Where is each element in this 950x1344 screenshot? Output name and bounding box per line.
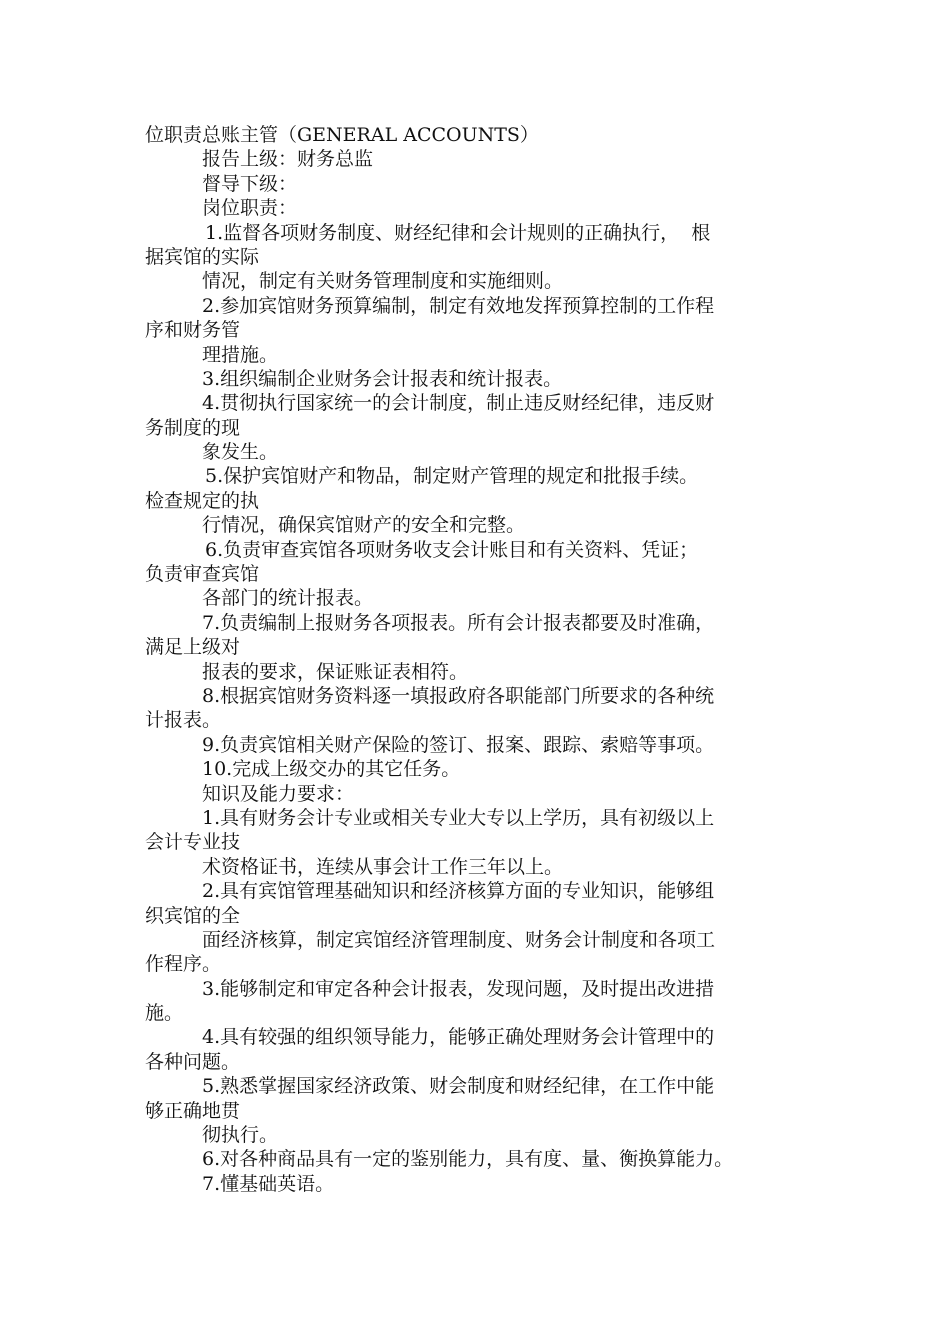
text-line: 1.监督各项财务制度、财经纪律和会计规则的正确执行， 根 [205,221,711,244]
text-line: 据宾馆的实际 [145,245,260,268]
text-line: 6.负责审查宾馆各项财务收支会计账目和有关资料、凭证； [205,538,699,561]
text-line: 各部门的统计报表。 [202,587,374,610]
text-line: 满足上级对 [145,636,241,659]
document-title: 位职责总账主管（GENERAL ACCOUNTS） [145,124,539,146]
text-line: 7.负责编制上报财务各项报表。所有会计报表都要及时准确， [202,611,715,634]
text-line: 负责审查宾馆 [145,563,260,586]
text-line: 检查规定的执 [145,489,260,512]
text-line: 6.对各种商品具有一定的鉴别能力，具有度、量、衡换算能力。 [202,1148,734,1171]
text-line: 理措施。 [202,343,279,366]
text-line: 2.参加宾馆财务预算编制，制定有效地发挥预算控制的工作程 [202,294,715,317]
text-line: 知识及能力要求： [202,782,355,805]
text-line: 情况，制定有关财务管理制度和实施细则。 [202,270,564,293]
text-line: 3.组织编制企业财务会计报表和统计报表。 [202,367,563,390]
text-line: 计报表。 [145,709,222,732]
text-line: 务制度的现 [145,416,241,439]
text-line: 术资格证书，连续从事会计工作三年以上。 [202,855,564,878]
text-line: 5.保护宾馆财产和物品，制定财产管理的规定和批报手续。 [205,465,699,488]
text-line: 2.具有宾馆管理基础知识和经济核算方面的专业知识，能够组 [202,880,715,903]
text-line: 象发生。 [202,441,279,464]
text-line: 彻执行。 [202,1124,279,1147]
text-line: 报表的要求，保证账证表相符。 [202,660,469,683]
text-line: 够正确地贯 [145,1099,241,1122]
text-line: 各种问题。 [145,1050,241,1073]
text-line: 报告上级：财务总监 [202,148,374,171]
text-line: 4.贯彻执行国家统一的会计制度，制止违反财经纪律，违反财 [202,392,715,415]
text-line: 行情况，确保宾馆财产的安全和完整。 [202,514,526,537]
text-line: 10.完成上级交办的其它任务。 [202,758,461,781]
text-line: 序和财务管 [145,319,241,342]
text-line: 1.具有财务会计专业或相关专业大专以上学历，具有初级以上 [202,806,715,829]
text-line: 3.能够制定和审定各种会计报表，发现问题，及时提出改进措 [202,977,715,1000]
text-line: 7.懂基础英语。 [202,1172,335,1195]
text-line: 织宾馆的全 [145,904,241,927]
text-line: 8.根据宾馆财务资料逐一填报政府各职能部门所要求的各种统 [202,684,715,707]
text-line: 4.具有较强的组织领导能力，能够正确处理财务会计管理中的 [202,1026,715,1049]
text-line: 5.熟悉掌握国家经济政策、财会制度和财经纪律，在工作中能 [202,1075,715,1098]
text-line: 作程序。 [145,953,222,976]
text-line: 面经济核算，制定宾馆经济管理制度、财务会计制度和各项工 [202,928,716,951]
text-line: 9.负责宾馆相关财产保险的签订、报案、跟踪、索赔等事项。 [202,733,715,756]
document-body [145,123,817,1196]
text-line: 施。 [145,1002,184,1025]
text-line: 会计专业技 [145,831,241,854]
text-line: 督导下级： [202,172,298,195]
text-line: 岗位职责： [202,197,298,220]
